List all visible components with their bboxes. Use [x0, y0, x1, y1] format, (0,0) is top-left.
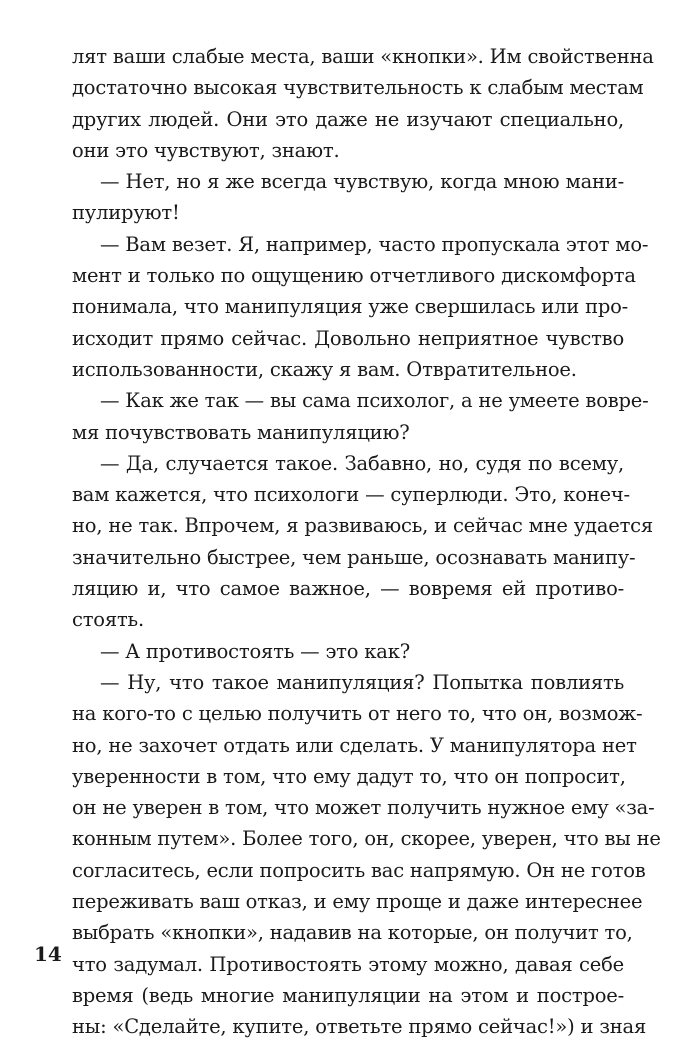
text-line: исходит прямо сейчас. Довольно неприятное чувство: [72, 326, 624, 350]
text-line: переживать ваш отказ, и ему проще и даже интереснее: [72, 890, 643, 914]
text-line: на кого-то с целью получить от него то, что он, возмож-: [72, 702, 643, 726]
text-line: других людей. Они это даже не изучают специально,: [72, 107, 624, 131]
text-line: мент и только по ощущению отчетливого дискомфорта: [72, 264, 636, 288]
text-line: но, не так. Впрочем, я развиваюсь, и сейчас мне удается: [72, 514, 653, 538]
text-line: что задумал. Противостоять этому можно, давая себе: [72, 952, 624, 976]
text-line: уверенности в том, что ему дадут то, что он попросит,: [72, 764, 626, 788]
text-line: время (ведь многие манипуляции на этом и построе-: [72, 983, 624, 1007]
text-line: достаточно высокая чувствительность к слабым местам: [72, 76, 644, 100]
text-line: стоять.: [72, 608, 144, 632]
text-line: — А противостоять — это как?: [100, 639, 410, 663]
text-line: выбрать «кнопки», надавив на которые, он получит то,: [72, 921, 633, 945]
text-line: — Вам везет. Я, например, часто пропускала этот мо-: [100, 232, 649, 256]
page-number: 14: [34, 942, 62, 966]
text-line: — Как же так — вы сама психолог, а не умеете вовре-: [100, 389, 649, 413]
text-line: лят ваши слабые места, ваши «кнопки». Им свойственна: [72, 45, 654, 68]
text-line: — Ну, что такое манипуляция? Попытка повлиять: [100, 670, 624, 694]
text-line: использованности, скажу я вам. Отвратительное.: [72, 357, 577, 381]
text-line: значительно быстрее, чем раньше, осознавать манипу-: [72, 545, 636, 569]
text-line: ны: «Сделайте, купите, ответьте прямо сейчас!») и зная: [72, 1015, 647, 1039]
body-text: [72, 41, 661, 1043]
text-line: мя почувствовать манипуляцию?: [72, 420, 410, 444]
text-line: конным путем». Более того, он, скорее, уверен, что вы не: [72, 827, 661, 851]
text-line: ляцию и, что самое важное, — вовремя ей противо-: [72, 577, 624, 601]
text-line: он не уверен в том, что может получить нужное ему «за-: [72, 796, 655, 820]
text-line: — Нет, но я же всегда чувствую, когда мною мани-: [100, 170, 624, 194]
text-line: пулируют!: [72, 201, 180, 225]
text-line: — Да, случается такое. Забавно, но, судя по всему,: [100, 451, 624, 475]
text-line: понимала, что манипуляция уже свершилась или про-: [72, 295, 629, 319]
text-line: они это чувствуют, знают.: [72, 138, 340, 162]
text-line: вам кажется, что психологи — суперлюди. Это, конеч-: [72, 483, 630, 507]
text-line: но, не захочет отдать или сделать. У манипулятора нет: [72, 733, 637, 757]
text-line: согласитесь, если попросить вас напрямую. Он не готов: [72, 858, 646, 882]
